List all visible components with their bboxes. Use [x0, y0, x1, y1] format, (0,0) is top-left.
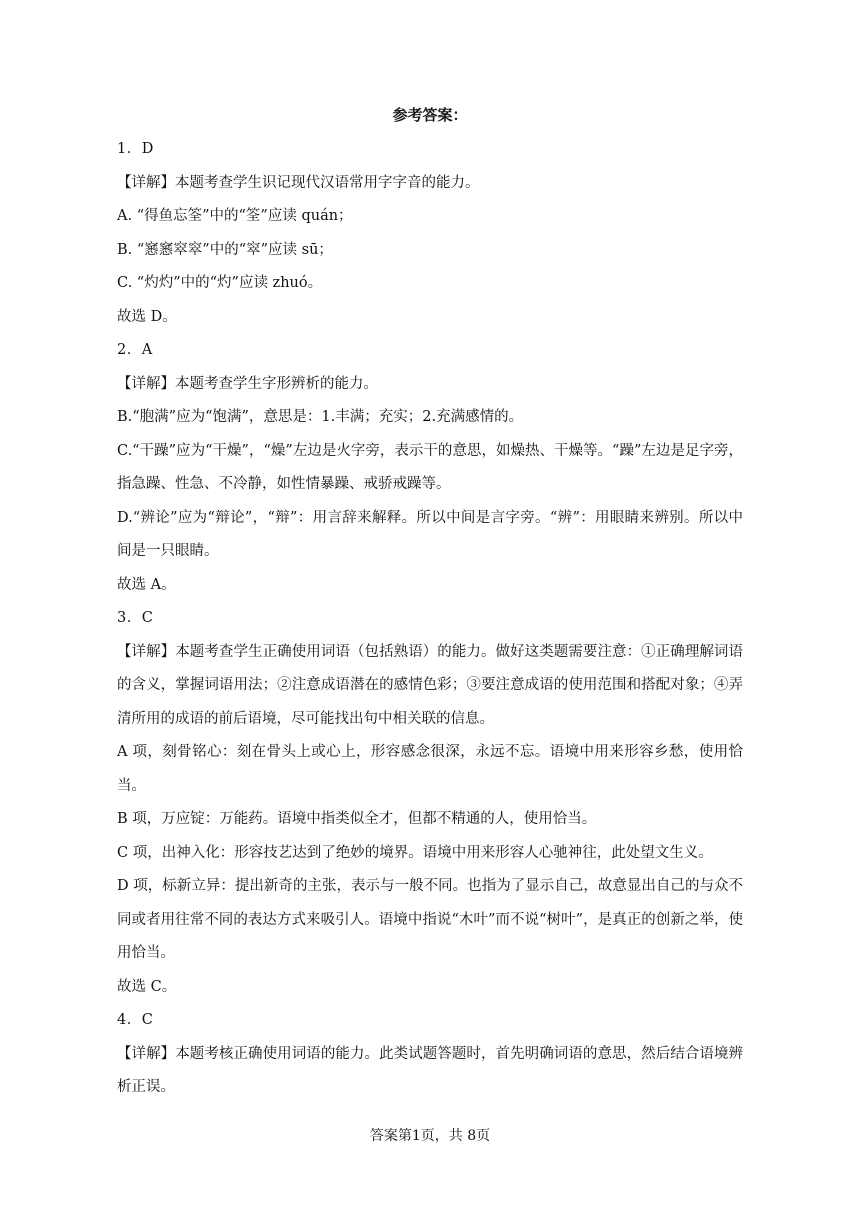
answer-line: A. “得鱼忘筌”中的“筌”应读 quán； — [117, 208, 353, 224]
answer-line: C 项，出神入化：形容技艺达到了绝妙的境界。语境中用来形容人心驰神往，此处望文生义。 — [117, 844, 713, 861]
answer-number: 4．C — [117, 1012, 154, 1028]
answer-line: 故选 A。 — [117, 576, 176, 593]
answer-line: D.“辨论”应为“辩论”，“辩”：用言辞来解释。所以中间是言字旁。“辨”：用眼睛来辨别。所以中间是一只眼睛。 — [117, 509, 743, 559]
answer-line: B 项，万应锭：万能药。语境中指类似全才，但都不精通的人，使用恰当。 — [117, 811, 597, 827]
answer-line: 故选 C。 — [117, 978, 177, 995]
answer-line: B. “窸窸窣窣”中的“窣”应读 sū； — [117, 241, 333, 258]
answer-line: D 项，标新立异：提出新奇的主张，表示与一般不同。也指为了显示自己，故意显出自己的与众不同或者用往常不同的表达方式来吸引人。语境中指说“木叶”而不说“树叶”，是真正的创新之举，使用恰当。 — [117, 878, 743, 961]
answer-line: 【详解】本题考核正确使用词语的能力。此类试题答题时，首先明确词语的意思，然后结合语境辨析正误。 — [117, 1045, 743, 1095]
page-title: 参考答案： — [392, 106, 468, 124]
answer-line: 【详解】本题考查学生字形辨析的能力。 — [117, 375, 378, 392]
answer-number: 2．A — [117, 342, 153, 358]
answer-number: 1．D — [117, 141, 154, 157]
answer-line: B.“胞满”应为“饱满”，意思是：1.丰满；充实；2.充满感情的。 — [117, 409, 524, 425]
answer-line: 故选 D。 — [117, 308, 177, 325]
answer-line: 【详解】本题考查学生识记现代汉语常用字字音的能力。 — [117, 174, 480, 191]
page-footer: 答案第1页，共 8页 — [369, 1128, 491, 1144]
answer-line: A 项，刻骨铭心：刻在骨头上或心上，形容感念很深，永远不忘。语境中用来形容乡愁，使用恰当。 — [117, 744, 743, 794]
answer-line: C.“干躁”应为“干燥”，“燥”左边是火字旁，表示干的意思，如燥热、干燥等。“躁”左边是足字旁，指急躁、性急、不冷静，如性情暴躁、戒骄戒躁等。 — [117, 442, 743, 492]
answer-number: 3．C — [117, 610, 154, 626]
answer-line: 【详解】本题考查学生正确使用词语（包括熟语）的能力。做好这类题需要注意：①正确理解词语的含义，掌握词语用法；②注意成语潜在的感情色彩；③要注意成语的使用范围和搭配对象；④弄清所用的成语的前后语境，尽可能找出句中相关联的信息。 — [117, 643, 743, 727]
answer-line: C. “灼灼”中的“灼”应读 zhuó。 — [117, 275, 323, 291]
answer-content — [117, 133, 743, 1105]
